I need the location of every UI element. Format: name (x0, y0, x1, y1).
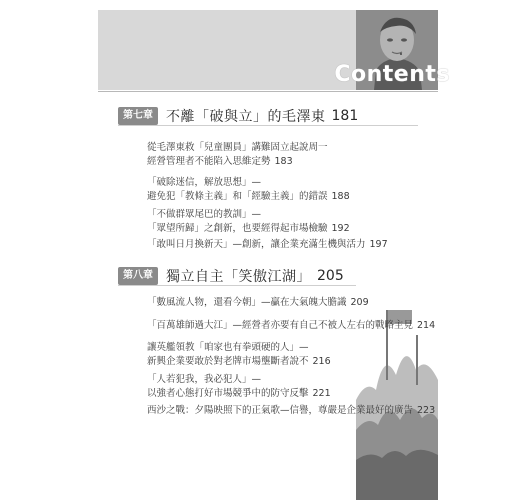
toc-entry[interactable]: 西沙之戰：夕陽映照下的正氣歌—信譽，尊嚴是企業最好的廣告 223 (147, 405, 436, 416)
chapter-page-number: 181 (331, 108, 359, 124)
entry-page-number: 216 (312, 356, 331, 367)
entry-page-number: 183 (274, 156, 293, 167)
contents-title: Contents (334, 62, 450, 87)
toc-entry[interactable]: 「人若犯我，我必犯人」— 以強者心態打好市場競爭中的防守反擊 221 (147, 374, 331, 399)
chapter-divider (118, 125, 418, 126)
entry-page-number: 214 (417, 320, 436, 331)
entry-page-number: 221 (312, 388, 331, 399)
entry-page-number: 197 (369, 239, 388, 250)
entry-page-number: 192 (331, 223, 350, 234)
entry-page-number: 209 (350, 297, 369, 308)
chapter-page-number: 205 (317, 268, 344, 284)
header-divider (98, 91, 438, 92)
chapter-divider (118, 285, 356, 286)
toc-entry[interactable]: 「百萬雄師過大江」—經營者亦要有自己不被人左右的戰略主見 214 (147, 320, 436, 331)
chapter-badge: 第八章 (118, 267, 158, 285)
toc-entry[interactable]: 「不做群眾尾巴的教訓」— 「眾望所歸」之創新，也要經得起市場檢驗 192 (147, 209, 350, 234)
chapter-title: 不離「破與立」的毛澤東 (166, 109, 326, 125)
toc-entry[interactable]: 從毛澤東救「兒童團員」講難固立起說周一 經營管理者不能陷入思維定勢 183 (147, 142, 328, 167)
toc-entry[interactable]: 「敢叫日月換新天」—創新，讓企業充滿生機與活力 197 (147, 239, 388, 250)
toc-entry[interactable]: 「數風流人物，還看今朝」—贏在大氣魄大膽識 209 (147, 297, 369, 308)
toc-entry[interactable]: 讓英艦領教「咱家也有拳頭硬的人」— 新興企業要敢於對老牌市場壟斷者說不 216 (147, 342, 331, 367)
chapter-title: 獨立自主「笑傲江湖」 (166, 269, 311, 285)
chapter-8-heading[interactable] (118, 266, 344, 286)
chapter-7-heading[interactable] (118, 106, 358, 126)
entry-page-number: 188 (331, 191, 350, 202)
entry-page-number: 223 (417, 405, 436, 416)
crowd-image (356, 280, 438, 500)
chapter-badge: 第七章 (118, 107, 158, 125)
toc-entry[interactable]: 「破除迷信，解放思想」— 避免犯「教條主義」和「經驗主義」的錯誤 188 (147, 177, 350, 202)
